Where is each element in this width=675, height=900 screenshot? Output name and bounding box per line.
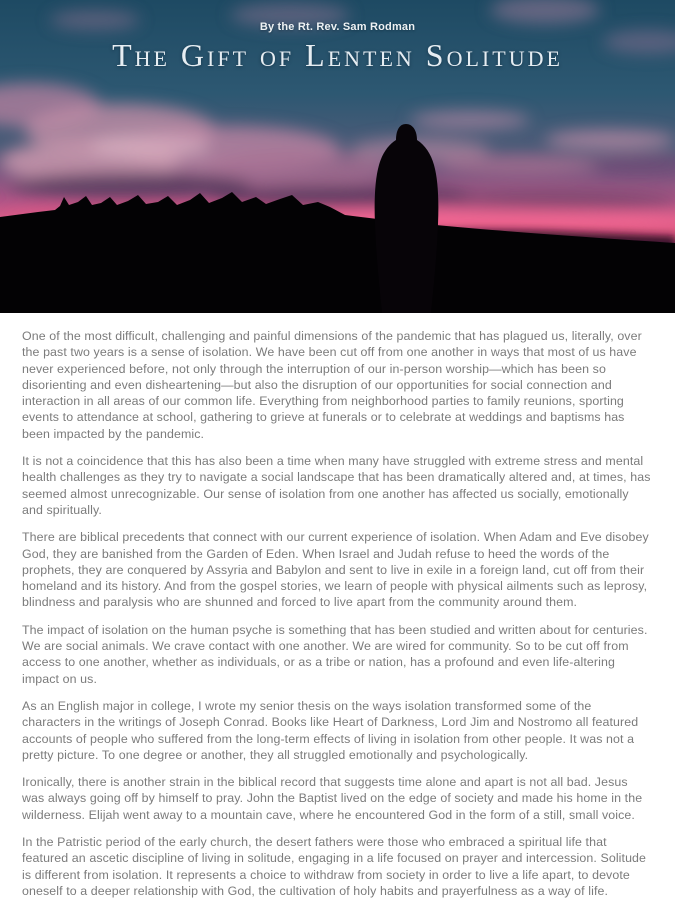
sunset-silhouette-illustration [0,0,675,313]
paragraph: One of the most difficult, challenging and painful dimensions of the pandemic that has plagued us, literally, over the past two years is a sense of isolation. We have been cut off from one another in ways that most of us have never experienced before, not only through the interruption of our in-person worship—which has been so disorienting and even disheartening—but also the disruption of our opportunities for social connection and interaction in all areas of our common life. Everything from neighborhood parties to family reunions, sporting events to attendance at school, gathering to grieve at funerals or to celebrate at weddings and baptisms has been impacted by the pandemic. [22,329,642,441]
paragraph: The impact of isolation on the human psyche is something that has been studied and written about for centuries. We are social animals. We crave contact with one another. We are wired for community. So to be cut off from access to one another, whether as individuals, or as a tribe or nation, has a profound and even life-altering impact on us. [22,622,648,686]
paragraph: There are biblical precedents that connect with our current experience of isolation. When Adam and Eve disobey God, they are banished from the Garden of Eden. When Israel and Judah refuse to heed the words of the prophets, they are conquered by Assyria and Babylon and sent to live in exile in a foreign land, cut off from their homeland and its history. And from the gospel stories, we learn of people with physical ailments such as leprosy, blindness and paralysis who are shunned and forced to live apart from the community around them. [22,530,649,610]
paragraph: Ironically, there is another strain in the biblical record that suggests time alone and apart is not all bad. Jesus was always going off by himself to pray. John the Baptist lived on the edge of society and made his home in the wilderness. Elijah went away to a mountain cave, where he encountered God in the form of a still, small voice. [22,775,643,822]
hero-image [0,0,675,313]
article-body [0,313,675,899]
paragraph: In the Patristic period of the early church, the desert fathers were those who embraced a spiritual life that featured an ascetic discipline of living in solitude, engaging in a life focused on prayer and intercession. Solitude is different from isolation. It represents a choice to withdraw from society in order to live a life apart, to devote oneself to a deeper relationship with God, the cultivation of holy habits and prayerfulness as a way of life. [22,835,647,898]
page-title: The Gift of Lenten Solitude [112,37,563,73]
paragraph: It is not a coincidence that this has also been a time when many have struggled with extreme stress and mental health challenges as they try to navigate a social landscape that has been dramatically altered and, at times, has seemed almost unrecognizable. Our sense of isolation from one another has affected us socially, emotionally and spiritually. [22,454,651,517]
byline: By the Rt. Rev. Sam Rodman [259,21,416,33]
paragraph: As an English major in college, I wrote my senior thesis on the ways isolation transformed some of the characters in the writings of Joseph Conrad. Books like Heart of Darkness, Lord Jim and Nostromo all featured accounts of people who suffered from the long-term effects of living in isolation from other people. It was not a pretty picture. To one degree or another, they all struggled emotionally and psychologically. [22,698,639,762]
